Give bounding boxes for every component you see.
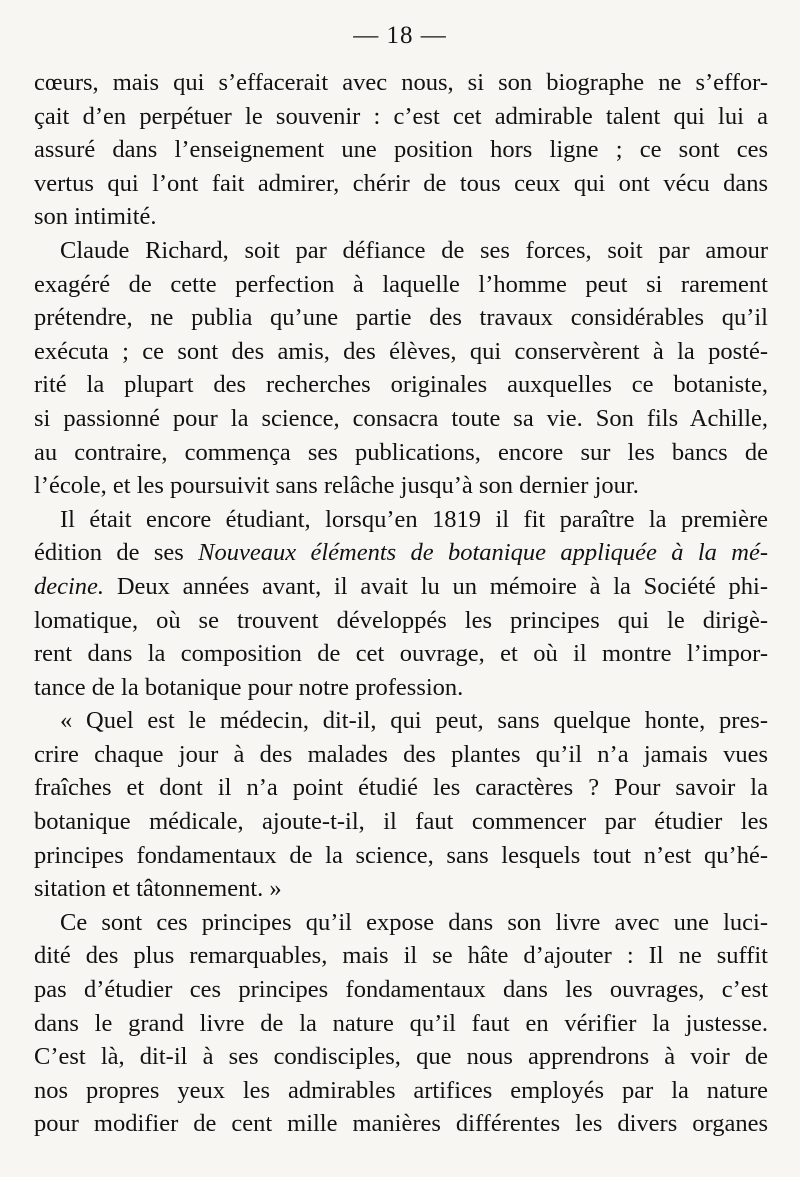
text-line: sitation et tâtonnement. » — [34, 875, 282, 903]
book-title-italic: decine. — [34, 572, 105, 600]
text-line: principes fondamentaux de la science, sans lesquels tout n’est qu’hé- — [34, 841, 768, 869]
text-line: pas d’étudier ces principes fondamentaux dans les ouvrages, c’est — [34, 976, 768, 1004]
text-line: rent dans la composition de cet ouvrage, et où il montre l’impor- — [34, 640, 768, 668]
text-line: pour modifier de cent mille manières différentes les divers organes — [34, 1110, 768, 1138]
text-line: tance de la botanique pour notre profession. — [34, 673, 464, 701]
book-title-italic: Nouveaux éléments de botanique appliquée à la mé- — [198, 539, 768, 567]
text-line: si passionné pour la science, consacra toute sa vie. Son fils Achille, — [34, 404, 768, 432]
text-line: C’est là, dit-il à ses condisciples, que nous apprendrons à voir de — [34, 1043, 768, 1071]
text-line: son intimité. — [34, 203, 157, 231]
text-line — [34, 536, 768, 570]
text-line: Il était encore étudiant, lorsqu’en 1819 il fit paraître la première — [60, 505, 768, 533]
text-line: assuré dans l’enseignement une position hors ligne ; ce sont ces — [34, 136, 768, 164]
text-line: dans le grand livre de la nature qu’il faut en vérifier la justesse. — [34, 1009, 768, 1037]
text-line: nos propres yeux les admirables artifices employés par la nature — [34, 1076, 768, 1104]
text-line: prétendre, ne publia qu’une partie des travaux considérables qu’il — [34, 304, 768, 332]
text-line: vertus qui l’ont fait admirer, chérir de tous ceux qui ont vécu dans — [34, 169, 768, 197]
text-line: crire chaque jour à des malades des plantes qu’il n’a jamais vues — [34, 740, 768, 768]
page-number: — 18 — — [353, 22, 447, 49]
text-line: dité des plus remarquables, mais il se hâte d’ajouter : Il ne suffit — [34, 942, 768, 970]
text-segment: édition de ses — [34, 539, 199, 567]
text-line: exagéré de cette perfection à laquelle l’homme peut si rarement — [34, 270, 768, 298]
text-line: l’école, et les poursuivit sans relâche jusqu’à son dernier jour. — [34, 472, 639, 500]
text-line — [34, 570, 768, 604]
text-line: au contraire, commença ses publications, encore sur les bancs de — [34, 438, 768, 466]
text-line: Claude Richard, soit par défiance de ses forces, soit par amour — [60, 236, 768, 264]
text-line: Ce sont ces principes qu’il expose dans son livre avec une luci- — [60, 908, 768, 936]
text-line: fraîches et dont il n’a point étudié les caractères ? Pour savoir la — [34, 774, 768, 802]
text-line: lomatique, où se trouvent développés les principes qui le dirigè- — [34, 606, 768, 634]
text-line: cœurs, mais qui s’effacerait avec nous, si son biographe ne s’effor- — [34, 69, 768, 96]
text-line: botanique médicale, ajoute-t-il, il faut commencer par étudier les — [34, 808, 768, 836]
text-line: exécuta ; ce sont des amis, des élèves, qui conservèrent à la posté- — [34, 337, 768, 365]
text-line: çait d’en perpétuer le souvenir : c’est cet admirable talent qui lui a — [34, 102, 768, 130]
text-segment: Deux années avant, il avait lu un mémoire à la Société phi- — [104, 572, 768, 600]
text-line: rité la plupart des recherches originales auxquelles ce botaniste, — [34, 371, 768, 399]
body-text — [34, 66, 768, 1141]
text-line: « Quel est le médecin, dit-il, qui peut, sans quelque honte, pres- — [60, 707, 768, 735]
